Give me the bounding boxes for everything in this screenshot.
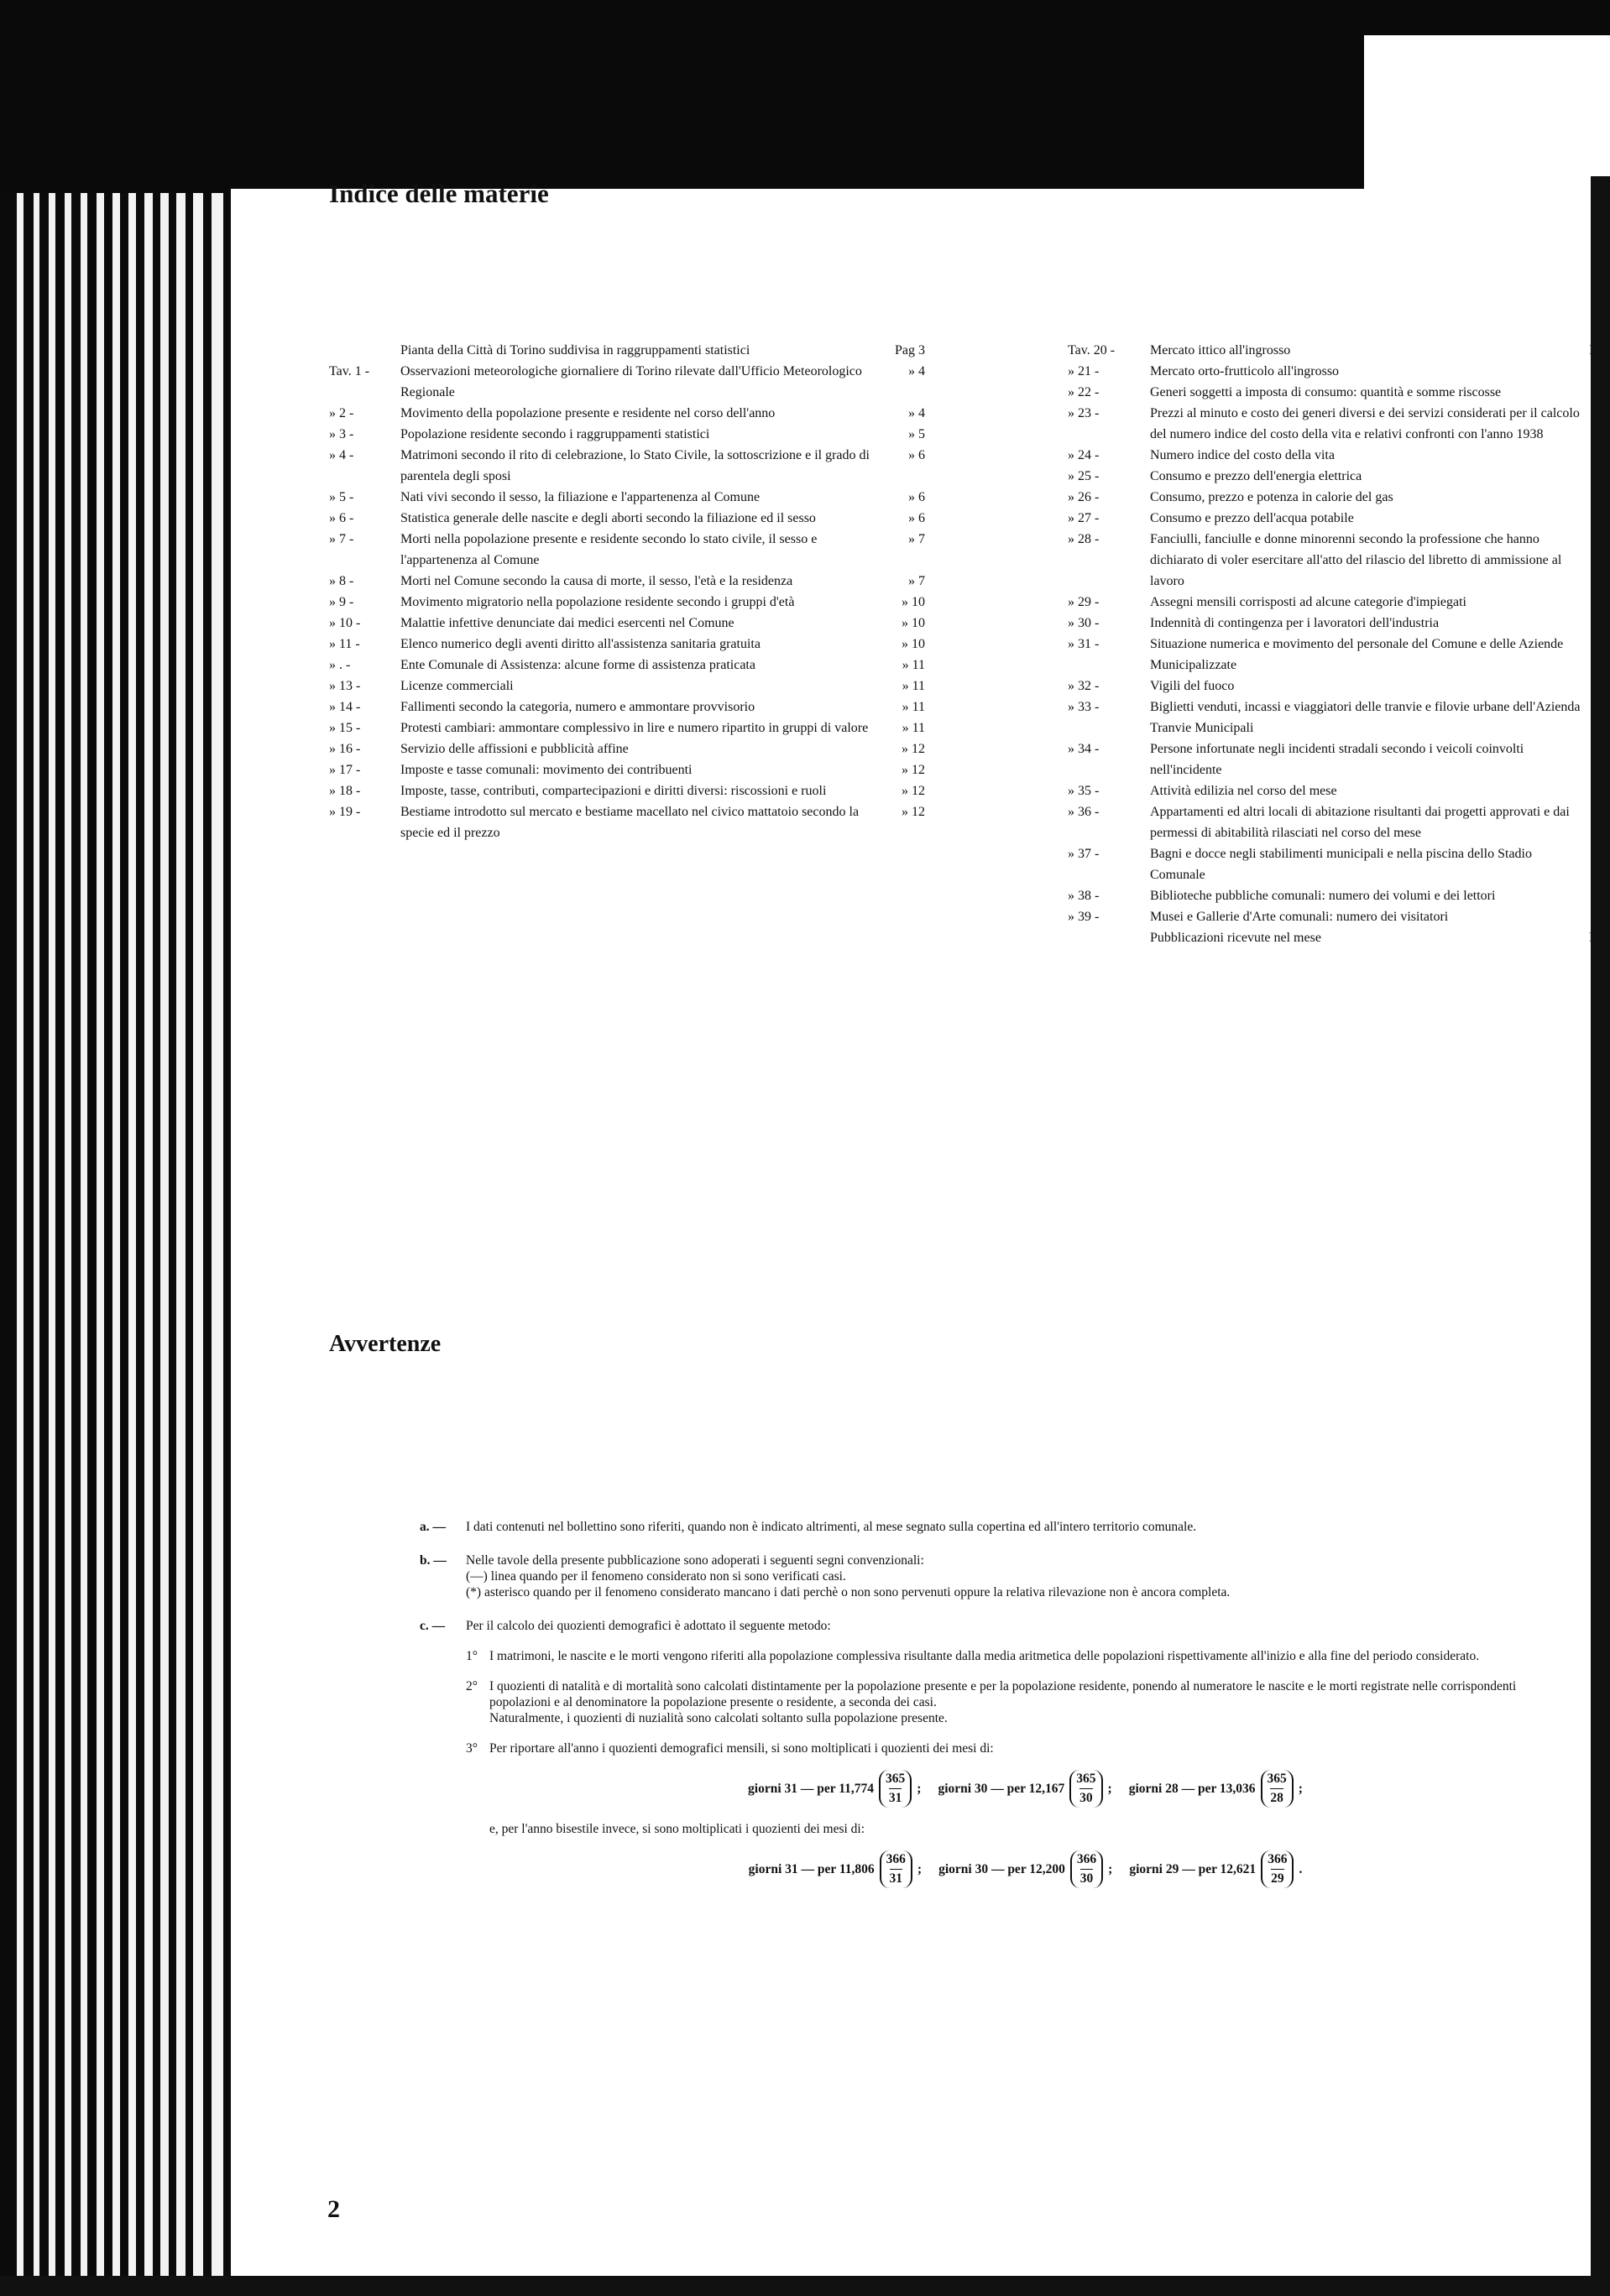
toc-page-number: » 4 — [908, 364, 925, 378]
toc-entry — [1068, 843, 1597, 885]
toc-entry-title: Consumo, prezzo e potenza in calorie del gas — [1150, 490, 1393, 504]
toc-page-number: » 12 — [902, 784, 925, 798]
toc-table-number: » 10 - — [329, 616, 361, 630]
formula-fraction — [879, 1770, 912, 1808]
toc-entry — [329, 340, 925, 361]
toc-table-number: » 34 - — [1068, 742, 1100, 756]
toc-table-number: » 5 - — [329, 490, 354, 504]
toc-table-number: » 30 - — [1068, 616, 1100, 630]
item-text: Per riportare all'anno i quozienti demografici mensili, si sono moltiplicati i quozienti dei mesi di: — [489, 1741, 994, 1756]
formula-term — [748, 1770, 921, 1808]
fraction-numerator: 366 — [1076, 1852, 1097, 1866]
formula-separator: ; — [917, 1862, 923, 1876]
toc-entry — [1068, 927, 1597, 948]
toc-entry-title: Assegni mensili corrisposti ad alcune categorie d'impiegati — [1150, 595, 1466, 609]
toc-table-number: Tav. 20 - — [1068, 343, 1116, 357]
note-item-2 — [466, 1678, 1561, 1726]
toc-entry — [329, 676, 925, 697]
formula-separator: . — [1299, 1862, 1303, 1876]
toc-table-number: » 28 - — [1068, 532, 1100, 546]
scan-bottom-border — [0, 2276, 1610, 2296]
page-edges-stack — [0, 193, 231, 2296]
formula-term — [938, 1850, 1112, 1888]
toc-table-number: » 21 - — [1068, 364, 1100, 378]
formula-label: giorni 31 — per 11,806 — [748, 1862, 875, 1876]
toc-entry-title: Statistica generale delle nascite e degli aborti secondo la filiazione ed il sesso — [400, 511, 816, 525]
toc-entry-title: Morti nel Comune secondo la causa di morte, il sesso, l'età e la residenza — [400, 574, 793, 588]
toc-left-column — [329, 340, 925, 843]
toc-page-number: P — [1589, 931, 1597, 945]
toc-entry — [329, 738, 925, 759]
toc-table-number: » 36 - — [1068, 805, 1100, 819]
page-edge — [65, 193, 71, 2296]
toc-entry-title: Musei e Gallerie d'Arte comunali: numero dei visitatori — [1150, 910, 1449, 924]
item-marker: 2° — [466, 1679, 478, 1693]
toc-entry-title: Morti nella popolazione presente e residente secondo lo stato civile, il sesso e l'appartenenza al Comune — [400, 532, 818, 567]
note-a — [420, 1519, 1561, 1535]
fraction-numerator: 366 — [1268, 1852, 1288, 1866]
toc-entry — [1068, 403, 1597, 445]
toc-table-number: » 37 - — [1068, 847, 1100, 861]
toc-table-number: » 17 - — [329, 763, 361, 777]
toc-entry-title: Biglietti venduti, incassi e viaggiatori delle tranvie e filovie urbane dell'Azienda Tranvie Municipali — [1150, 700, 1581, 735]
toc-table-number: » 24 - — [1068, 448, 1100, 462]
toc-table-number: » 23 - — [1068, 406, 1100, 420]
toc-entry-title: Popolazione residente secondo i raggruppamenti statistici — [400, 427, 710, 441]
toc-entry-title: Elenco numerico degli aventi diritto all'assistenza sanitaria gratuita — [400, 637, 761, 651]
toc-entry-title: Fanciulli, fanciulle e donne minorenni secondo la professione che hanno dichiarato di voler esercitare all'atto del rilascio del libretto di ammissione al lavoro — [1150, 532, 1562, 588]
toc-entry-title: Imposte e tasse comunali: movimento dei contribuenti — [400, 763, 693, 777]
toc-entry — [329, 445, 925, 487]
toc-table-number: » 26 - — [1068, 490, 1100, 504]
toc-entry — [329, 634, 925, 655]
toc-entry — [329, 780, 925, 801]
toc-page-number: » 6 — [908, 448, 925, 462]
toc-entry-title: Generi soggetti a imposta di consumo: quantità e somme riscosse — [1150, 385, 1502, 399]
note-text: I dati contenuti nel bollettino sono riferiti, quando non è indicato altrimenti, al mese segnato sulla copertina ed all'intero territorio comunale. — [466, 1520, 1197, 1534]
index-title: Indice delle materie — [329, 179, 549, 208]
page-edge — [212, 193, 223, 2296]
item-text: I quozienti di natalità e di mortalità sono calcolati distintamente per la popolazione presente e per la popolazione residente, ponendo al numeratore le nascite e le morti registrate nelle corrispondenti popolazioni e al denominatore la popolazione presente o residente, a seconda dei casi. — [489, 1679, 1517, 1709]
toc-table-number: » 35 - — [1068, 784, 1100, 798]
notes-section — [420, 1519, 1561, 1919]
toc-entry — [1068, 592, 1597, 613]
note-item-1 — [466, 1648, 1561, 1664]
page-edge — [160, 193, 169, 2296]
toc-page-number: P — [1589, 343, 1597, 357]
toc-table-number: » 3 - — [329, 427, 354, 441]
toc-table-number: » . - — [329, 658, 351, 672]
toc-entry-title: Numero indice del costo della vita — [1150, 448, 1335, 462]
toc-entry — [1068, 613, 1597, 634]
fraction-denominator: 31 — [890, 1869, 903, 1886]
note-marker: c. — — [420, 1619, 446, 1633]
toc-table-number: » 32 - — [1068, 679, 1100, 693]
toc-entry — [1068, 697, 1597, 738]
toc-table-number: » 4 - — [329, 448, 354, 462]
formula-label: giorni 31 — per 11,774 — [748, 1782, 875, 1796]
toc-entry — [1068, 487, 1597, 508]
toc-entry-title: Matrimoni secondo il rito di celebrazione, lo Stato Civile, la sottoscrizione e il grado di parentela degli sposi — [400, 448, 870, 483]
toc-table-number: » 29 - — [1068, 595, 1100, 609]
note-text: Nelle tavole della presente pubblicazione sono adoperati i seguenti segni convenzionali: — [466, 1553, 924, 1568]
note-text: (*) asterisco quando per il fenomeno considerato mancano i dati perchè o non sono pervenuti oppure la relativa rilevazione non è ancora completa. — [466, 1585, 1231, 1599]
fraction-numerator: 365 — [1267, 1772, 1287, 1786]
toc-entry-title: Pianta della Città di Torino suddivisa in raggruppamenti statistici — [400, 343, 750, 357]
page-edge — [17, 193, 24, 2296]
toc-entry — [1068, 508, 1597, 529]
toc-entry-title: Bestiame introdotto sul mercato e bestiame macellato nel civico mattatoio secondo la specie ed il prezzo — [400, 805, 860, 840]
toc-entry — [329, 529, 925, 571]
page-edge — [176, 193, 186, 2296]
toc-page-number: » 4 — [908, 406, 925, 420]
formula-fraction — [1070, 1850, 1103, 1888]
toc-table-number: » 39 - — [1068, 910, 1100, 924]
formula-fraction — [880, 1850, 912, 1888]
toc-table-number: » 27 - — [1068, 511, 1100, 525]
fraction-denominator: 30 — [1079, 1788, 1093, 1806]
toc-entry — [329, 655, 925, 676]
note-b — [420, 1552, 1561, 1600]
toc-entry — [329, 801, 925, 843]
toc-table-number: Tav. 1 - — [329, 364, 370, 378]
toc-page-number: Pag 3 — [895, 343, 925, 357]
note-marker: a. — — [420, 1520, 446, 1534]
formula-separator: ; — [1107, 1782, 1112, 1796]
toc-entry — [1068, 885, 1597, 906]
toc-page-number: » 10 — [902, 595, 925, 609]
toc-right-column — [1068, 340, 1597, 948]
toc-entry — [329, 759, 925, 780]
toc-entry-title: Licenze commerciali — [400, 679, 514, 693]
toc-table-number: » 22 - — [1068, 385, 1100, 399]
toc-entry-title: Situazione numerica e movimento del personale del Comune e delle Aziende Municipalizzate — [1150, 637, 1564, 672]
toc-page-number: » 12 — [902, 805, 925, 819]
toc-entry-title: Vigili del fuoco — [1150, 679, 1235, 693]
item-text: Naturalmente, i quozienti di nuzialità sono calcolati soltanto sulla popolazione presente. — [489, 1711, 948, 1725]
note-text: Per il calcolo dei quozienti demografici è adottato il seguente metodo: — [466, 1619, 831, 1633]
page-edge — [128, 193, 136, 2296]
toc-entry — [1068, 529, 1597, 592]
formula-separator: ; — [1298, 1782, 1303, 1796]
page-edge — [193, 193, 203, 2296]
toc-page-number: » 12 — [902, 742, 925, 756]
toc-entry-title: Malattie infettive denunciate dai medici esercenti nel Comune — [400, 616, 734, 630]
fraction-numerator: 365 — [1076, 1772, 1096, 1786]
toc-entry — [1068, 445, 1597, 466]
toc-entry-title: Movimento migratorio nella popolazione residente secondo i gruppi d'età — [400, 595, 795, 609]
toc-table-number: » 15 - — [329, 721, 361, 735]
formula-term — [749, 1850, 922, 1888]
formula-separator: ; — [1108, 1862, 1113, 1876]
toc-entry-title: Consumo e prezzo dell'energia elettrica — [1150, 469, 1362, 483]
toc-table-number: » 18 - — [329, 784, 361, 798]
toc-entry-title: Indennità di contingenza per i lavoratori dell'industria — [1150, 616, 1440, 630]
scan-top-border — [0, 0, 1364, 193]
fraction-numerator: 366 — [886, 1852, 906, 1866]
toc-entry-title: Fallimenti secondo la categoria, numero e ammontare provvisorio — [400, 700, 755, 714]
toc-page-number: » 11 — [902, 700, 925, 714]
toc-page-number: » 11 — [902, 679, 925, 693]
toc-entry — [1068, 340, 1597, 361]
formula-term — [938, 1770, 1111, 1808]
toc-page-number: » 7 — [908, 574, 925, 588]
toc-entry-title: Pubblicazioni ricevute nel mese — [1150, 931, 1321, 945]
toc-table-number: » 25 - — [1068, 469, 1100, 483]
toc-table-number: » 14 - — [329, 700, 361, 714]
toc-table-number: » 19 - — [329, 805, 361, 819]
toc-page-number: » 5 — [908, 427, 925, 441]
toc-entry — [1068, 801, 1597, 843]
toc-entry — [329, 592, 925, 613]
toc-entry — [1068, 382, 1597, 403]
fraction-denominator: 28 — [1270, 1788, 1283, 1806]
toc-table-number: » 33 - — [1068, 700, 1100, 714]
toc-table-number: » 16 - — [329, 742, 361, 756]
formula-term — [1129, 1850, 1302, 1888]
toc-entry-title: Bagni e docce negli stabilimenti municipali e nella piscina dello Stadio Comunale — [1150, 847, 1532, 882]
toc-page-number: » 10 — [902, 637, 925, 651]
page-edge — [49, 193, 55, 2296]
toc-entry — [329, 571, 925, 592]
formula-term — [1129, 1770, 1303, 1808]
toc-entry — [329, 718, 925, 738]
toc-table-number: » 9 - — [329, 595, 354, 609]
fraction-numerator: 365 — [886, 1772, 906, 1786]
item-text: e, per l'anno bisestile invece, si sono moltiplicati i quozienti dei mesi di: — [489, 1822, 865, 1836]
toc-entry-title: Consumo e prezzo dell'acqua potabile — [1150, 511, 1354, 525]
toc-entry — [1068, 466, 1597, 487]
item-marker: 3° — [466, 1741, 478, 1756]
toc-table-number: » 13 - — [329, 679, 361, 693]
toc-entry-title: Mercato ittico all'ingrosso — [1150, 343, 1291, 357]
fraction-denominator: 31 — [889, 1788, 902, 1806]
fraction-denominator: 30 — [1080, 1869, 1094, 1886]
item-marker: 1° — [466, 1649, 478, 1663]
toc-entry-title: Attività edilizia nel corso del mese — [1150, 784, 1337, 798]
toc-entry — [1068, 738, 1597, 780]
toc-page-number: » 12 — [902, 763, 925, 777]
toc-table-number: » 11 - — [329, 637, 360, 651]
note-item-3 — [466, 1740, 1561, 1902]
formula-label: giorni 30 — per 12,167 — [938, 1782, 1065, 1796]
toc-page-number: » 11 — [902, 721, 925, 735]
toc-entry — [329, 361, 925, 403]
toc-entry — [1068, 906, 1597, 927]
note-text: (—) linea quando per il fenomeno considerato non si sono verificati casi. — [466, 1569, 846, 1584]
item-text: I matrimoni, le nascite e le morti vengono riferiti alla popolazione complessiva risultante dalla media aritmetica delle popolazioni rispettivamente all'inizio e alla fine del periodo considerato. — [489, 1649, 1480, 1663]
page-edge — [144, 193, 153, 2296]
toc-page-number: » 10 — [902, 616, 925, 630]
toc-entry — [1068, 780, 1597, 801]
toc-entry-title: Protesti cambiari: ammontare complessivo in lire e numero ripartito in gruppi di valore — [400, 721, 869, 735]
fraction-denominator: 29 — [1271, 1869, 1284, 1886]
page-edge — [97, 193, 104, 2296]
toc-entry-title: Mercato orto-frutticolo all'ingrosso — [1150, 364, 1340, 378]
formula-label: giorni 30 — per 12,200 — [938, 1862, 1065, 1876]
toc-page-number: » 6 — [908, 490, 925, 504]
toc-table-number: » 7 - — [329, 532, 354, 546]
toc-page-number: » 6 — [908, 511, 925, 525]
page-edge — [81, 193, 87, 2296]
toc-table-number: » 38 - — [1068, 889, 1100, 903]
formula-normal-year — [489, 1770, 1561, 1808]
formula-leap-year — [489, 1850, 1561, 1888]
toc-entry-title: Biblioteche pubbliche comunali: numero dei volumi e dei lettori — [1150, 889, 1496, 903]
toc-entry — [329, 487, 925, 508]
toc-entry — [329, 508, 925, 529]
note-marker: b. — — [420, 1553, 447, 1568]
formula-fraction — [1069, 1770, 1102, 1808]
toc-entry-title: Osservazioni meteorologiche giornaliere di Torino rilevate dall'Ufficio Meteorologico Regionale — [400, 364, 862, 399]
toc-entry-title: Servizio delle affissioni e pubblicità affine — [400, 742, 629, 756]
formula-label: giorni 28 — per 13,036 — [1128, 1782, 1256, 1796]
toc-table-number: » 2 - — [329, 406, 354, 420]
note-c — [420, 1618, 1561, 1902]
toc-table-number: » 8 - — [329, 574, 354, 588]
formula-fraction — [1261, 1770, 1294, 1808]
toc-entry — [1068, 361, 1597, 382]
toc-table-number: » 6 - — [329, 511, 354, 525]
toc-entry-title: Nati vivi secondo il sesso, la filiazione e l'appartenenza al Comune — [400, 490, 761, 504]
toc-page-number: » 7 — [908, 532, 925, 546]
toc-entry-title: Persone infortunate negli incidenti stradali secondo i veicoli coinvolti nell'incidente — [1150, 742, 1524, 777]
toc-entry — [329, 613, 925, 634]
page-edge — [34, 193, 39, 2296]
toc-entry-title: Prezzi al minuto e costo dei generi diversi e dei servizi considerati per il calcolo del numero indice del costo della vita e relativi confronti con l'anno 1938 — [1150, 406, 1580, 441]
toc-entry — [329, 403, 925, 424]
toc-entry — [329, 424, 925, 445]
toc-entry — [1068, 676, 1597, 697]
scan-top-border-right — [1364, 0, 1610, 35]
toc-entry-title: Ente Comunale di Assistenza: alcune forme di assistenza praticata — [400, 658, 755, 672]
toc-entry — [1068, 634, 1597, 676]
toc-entry-title: Movimento della popolazione presente e residente nel corso dell'anno — [400, 406, 776, 420]
formula-fraction — [1261, 1850, 1294, 1888]
toc-table-number: » 31 - — [1068, 637, 1100, 651]
toc-entry-title: Imposte, tasse, contributi, compartecipazioni e diritti diversi: riscossioni e ruoli — [400, 784, 827, 798]
page-number: 2 — [327, 2195, 340, 2223]
toc-entry — [329, 697, 925, 718]
page-edge — [112, 193, 120, 2296]
formula-label: giorni 29 — per 12,621 — [1129, 1862, 1257, 1876]
toc-page-number: » 11 — [902, 658, 925, 672]
formula-separator: ; — [917, 1782, 922, 1796]
notes-title: Avvertenze — [329, 1331, 442, 1357]
toc-entry-title: Appartamenti ed altri locali di abitazione risultanti dai progetti approvati e dai permessi di abitabilità rilasciati nel corso del mese — [1150, 805, 1570, 840]
